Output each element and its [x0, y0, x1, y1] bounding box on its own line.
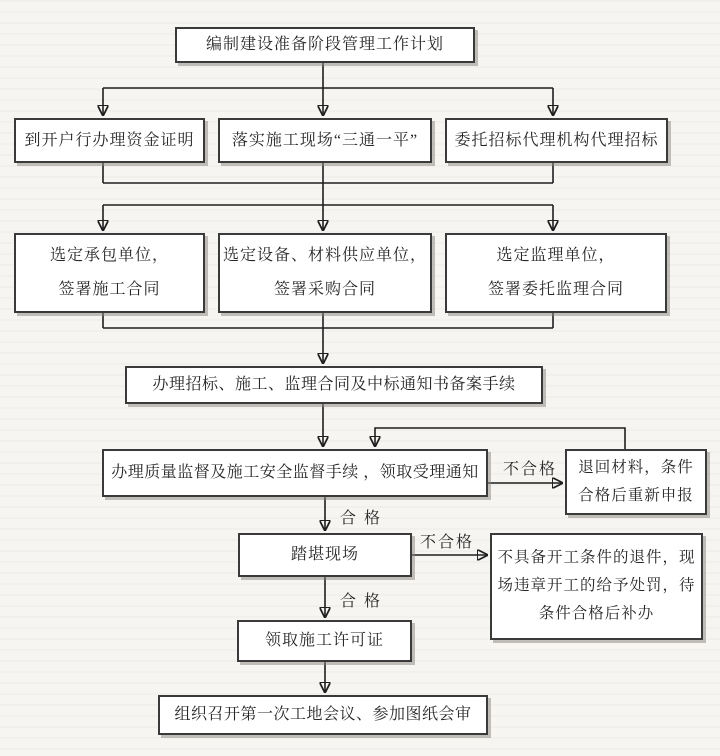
edge-return-loop: [375, 428, 625, 449]
node-return-materials-line1: 退回材料，条件: [578, 458, 694, 476]
label-qualified-1: 合 格: [340, 510, 383, 527]
node-select-supplier-line2: 签署采购合同: [273, 281, 376, 298]
label-qualified-2: 合 格: [340, 593, 383, 610]
node-return-materials: [565, 449, 707, 515]
node-select-supervisor-line1: 选定监理单位，: [496, 247, 616, 265]
node-select-supplier-line1: 选定设备、材料供应单位，: [222, 247, 427, 265]
node-construction-permit-text: 领取施工许可证: [264, 632, 384, 650]
node-no-permit-handling: [490, 533, 703, 640]
node-quality-safety-supervision: [102, 449, 488, 497]
node-contract-filing-text: 办理招标、施工、监理合同及中标通知书备案手续: [152, 376, 516, 394]
node-select-supplier: [218, 233, 432, 313]
node-bidding-agency-text: 委托招标代理机构代理招标: [454, 131, 659, 149]
node-site-preparation: [218, 118, 432, 163]
node-quality-safety-supervision-text: 办理质量监督及施工安全监督手续 ，领取受理通知: [111, 464, 479, 482]
label-unqualified-2: 不合格: [420, 534, 475, 551]
node-select-supervisor-line2: 签署委托监理合同: [487, 281, 624, 298]
node-select-contractor: [14, 233, 205, 313]
node-select-contractor-line2: 签署施工合同: [58, 281, 161, 298]
node-fund-certificate-text: 到开户行办理资金证明: [24, 131, 195, 149]
node-contract-filing: [125, 366, 543, 404]
label-unqualified-1: 不合格: [503, 461, 558, 478]
node-select-supervisor: [445, 233, 667, 313]
node-select-contractor-line1: 选定承包单位，: [49, 247, 169, 265]
node-bidding-agency: [445, 118, 668, 163]
node-prepare-plan: [175, 27, 475, 63]
node-first-site-meeting-text: 组织召开第一次工地会议、参加图纸会审: [174, 706, 472, 724]
node-site-preparation-text: 落实施工现场“三通一平”: [231, 131, 419, 149]
node-fund-certificate: [14, 118, 205, 163]
node-first-site-meeting: [158, 695, 488, 735]
node-site-survey-text: 踏堪现场: [290, 546, 359, 564]
node-site-survey: [238, 533, 412, 577]
node-no-permit-handling-line1: 不具备开工条件的退件，现: [497, 549, 696, 567]
node-prepare-plan-text: 编制建设准备阶段管理工作计划: [205, 36, 444, 54]
node-construction-permit: [237, 620, 412, 662]
node-return-materials-line2: 合格后重新申报: [578, 486, 694, 504]
node-no-permit-handling-line2: 场违章开工的给予处罚，待: [497, 577, 696, 595]
node-no-permit-handling-line3: 条件合格后补办: [538, 604, 655, 622]
